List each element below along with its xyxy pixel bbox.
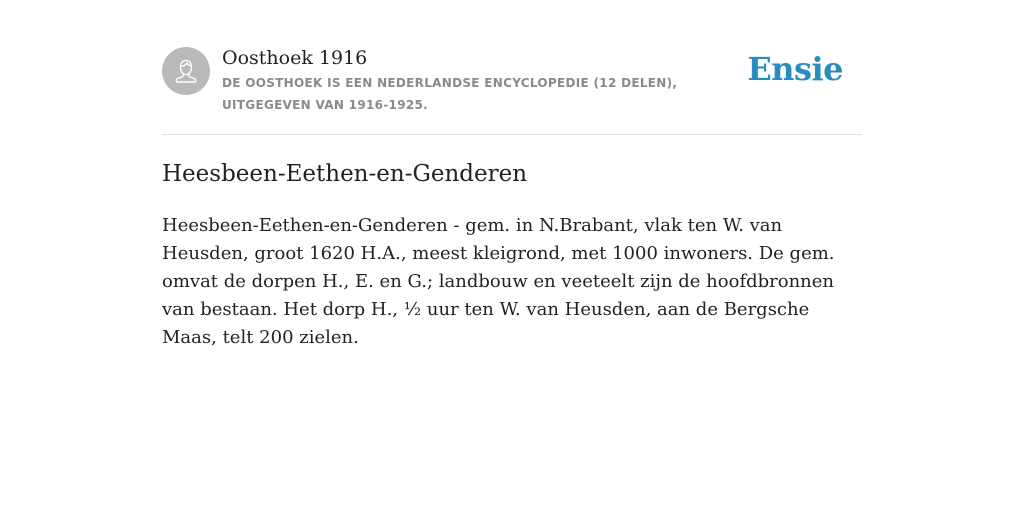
source-title[interactable]: Oosthoek 1916 bbox=[222, 47, 368, 69]
source-header bbox=[162, 0, 862, 135]
source-info bbox=[222, 46, 762, 116]
page-container bbox=[162, 0, 862, 348]
avatar[interactable] bbox=[162, 47, 210, 95]
ensie-logo-link[interactable]: Ensie bbox=[747, 50, 843, 88]
entry-body: Heesbeen-Eethen-en-Genderen - gem. in N.Brabant, vlak ten W. van Heusden, groot 1620 H.A., meest kleigrond, met 1000 inwoners. De gem. omvat de dorpen H., E. en G.; landbouw en veeteelt zijn de hoofdbronnen van bestaan. Het dorp H., ½ uur ten W. van Heusden, aan de Bergsche Maas, telt 200 zielen. bbox=[162, 215, 835, 348]
entry-title: Heesbeen-Eethen-en-Genderen bbox=[162, 161, 528, 187]
user-icon bbox=[171, 56, 201, 86]
source-description: DE OOSTHOEK IS EEN NEDERLANDSE ENCYCLOPEDIE (12 DELEN), UITGEGEVEN VAN 1916-1925. bbox=[222, 76, 678, 112]
